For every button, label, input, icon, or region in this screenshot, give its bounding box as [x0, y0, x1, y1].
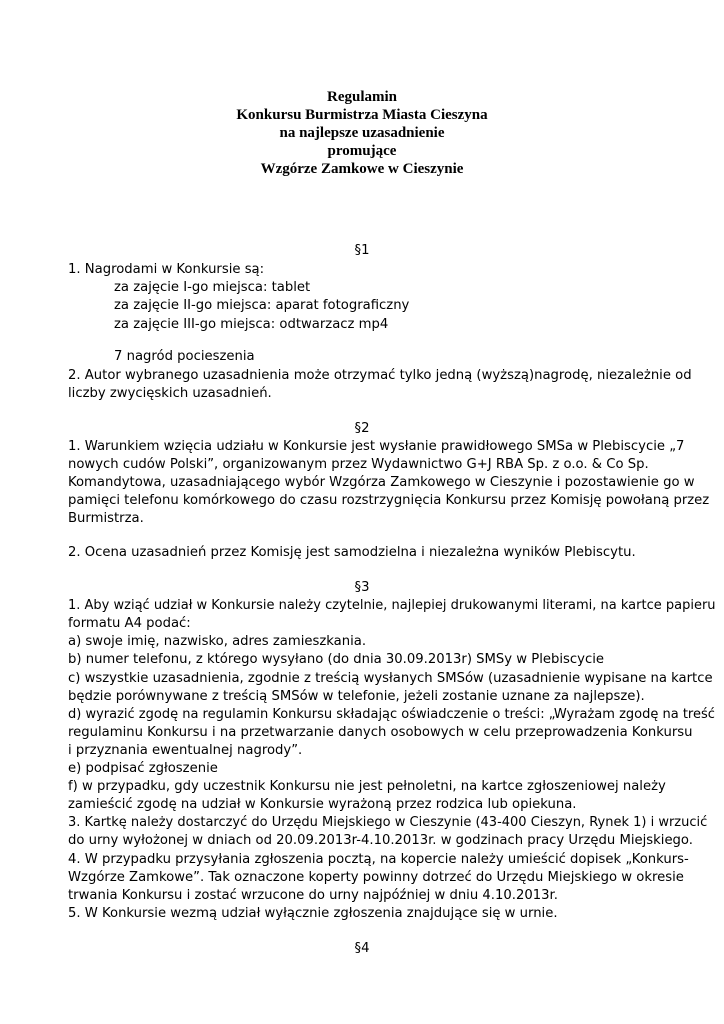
title-line: Regulamin: [326, 89, 397, 105]
list-item-line: regulaminu Konkursu i na przetwarzanie danych osobowych w celu przeprowadzenia Konkursu: [68, 725, 693, 740]
paragraph-line: trwania Konkursu i zostać wrzucone do urny najpóźniej w dniu 4.10.2013r.: [68, 888, 558, 903]
title-line: na najlepsze uzasadnienie: [279, 125, 445, 141]
prize-line: 7 nagród pocieszenia: [114, 349, 255, 364]
paragraph-line: 3. Kartkę należy dostarczyć do Urzędu Miejskiego w Cieszynie (43-400 Cieszyn, Rynek 1) i wrzucić: [68, 815, 708, 830]
section-heading: §1: [354, 243, 370, 258]
list-item-line: b) numer telefonu, z którego wysyłano (do dnia 30.09.2013r) SMSy w Plebiscycie: [68, 652, 604, 667]
paragraph-line: nowych cudów Polski”, organizowanym przez Wydawnictwo G+J RBA Sp. z o.o. & Co Sp.: [68, 457, 649, 472]
section-heading: §3: [354, 580, 370, 595]
document-title: [0, 88, 724, 178]
paragraph-line: 5. W Konkursie wezmą udział wyłącznie zgłoszenia znajdujące się w urnie.: [68, 906, 558, 921]
title-line: Wzgórze Zamkowe w Cieszynie: [260, 161, 464, 177]
list-item-line: f) w przypadku, gdy uczestnik Konkursu nie jest pełnoletni, na kartce zgłoszeniowej należy: [68, 779, 666, 794]
list-item-line: zamieścić zgodę na udział w Konkursie wyrażoną przez rodzica lub opiekuna.: [68, 797, 577, 812]
paragraph-line: 1. Warunkiem wzięcia udziału w Konkursie jest wysłanie prawidłowego SMSa w Plebiscycie „7: [68, 439, 685, 454]
paragraph-line: 4. W przypadku przysyłania zgłoszenia pocztą, na kopercie należy umieścić dopisek „Konkurs-: [68, 852, 689, 867]
paragraph-line: Wzgórze Zamkowe”. Tak oznaczone koperty powinny dotrzeć do Urzędu Miejskiego w okresie: [68, 870, 684, 885]
title-line: promujące: [327, 143, 397, 159]
list-item-line: e) podpisać zgłoszenie: [68, 761, 218, 776]
prize-line: za zajęcie II-go miejsca: aparat fotograficzny: [114, 298, 410, 313]
paragraph-line: Burmistrza.: [68, 511, 144, 526]
list-item-line: a) swoje imię, nazwisko, adres zamieszkania.: [68, 634, 367, 649]
prize-line: za zajęcie I-go miejsca: tablet: [114, 280, 311, 295]
paragraph-line: do urny wyłożonej w dniach od 20.09.2013r-4.10.2013r. w godzinach pracy Urzędu Miejskiego.: [68, 833, 693, 848]
list-item-line: i przyznania ewentualnej nagrody”.: [68, 743, 303, 758]
title-line: Konkursu Burmistrza Miasta Cieszyna: [236, 107, 488, 123]
list-item-line: c) wszystkie uzasadnienia, zgodnie z treścią wysłanych SMSów (uzasadnienie wypisane na kartce: [68, 671, 713, 686]
paragraph-line: 2. Autor wybranego uzasadnienia może otrzymać tylko jedną (wyższą)nagrodę, niezależnie od: [68, 368, 692, 383]
paragraph-line: 2. Ocena uzasadnień przez Komisję jest samodzielna i niezależna wyników Plebiscytu.: [68, 545, 636, 560]
paragraph-line: formatu A4 podać:: [68, 616, 191, 631]
section-heading: §2: [354, 421, 370, 436]
paragraph-line: pamięci telefonu komórkowego do czasu rozstrzygnięcia Konkursu przez Komisję powołaną przez: [68, 493, 710, 508]
paragraph-line: 1. Nagrodami w Konkursie są:: [68, 262, 265, 277]
paragraph-line: 1. Aby wziąć udział w Konkursie należy czytelnie, najlepiej drukowanymi literami, na kartce papieru: [68, 598, 716, 613]
list-item-line: d) wyrazić zgodę na regulamin Konkursu składając oświadczenie o treści: „Wyrażam zgodę na treść: [68, 707, 715, 722]
paragraph-line: Komandytowa, uzasadniającego wybór Wzgórza Zamkowego w Cieszynie i pozostawienie go w: [68, 475, 695, 490]
section-heading: §4: [354, 941, 370, 956]
list-item-line: będzie porównywane z treścią SMSów w telefonie, jeżeli zostanie uznane za najlepsze).: [68, 689, 645, 704]
prize-line: za zajęcie III-go miejsca: odtwarzacz mp4: [114, 317, 389, 332]
paragraph-line: liczby zwycięskich uzasadnień.: [68, 386, 272, 401]
